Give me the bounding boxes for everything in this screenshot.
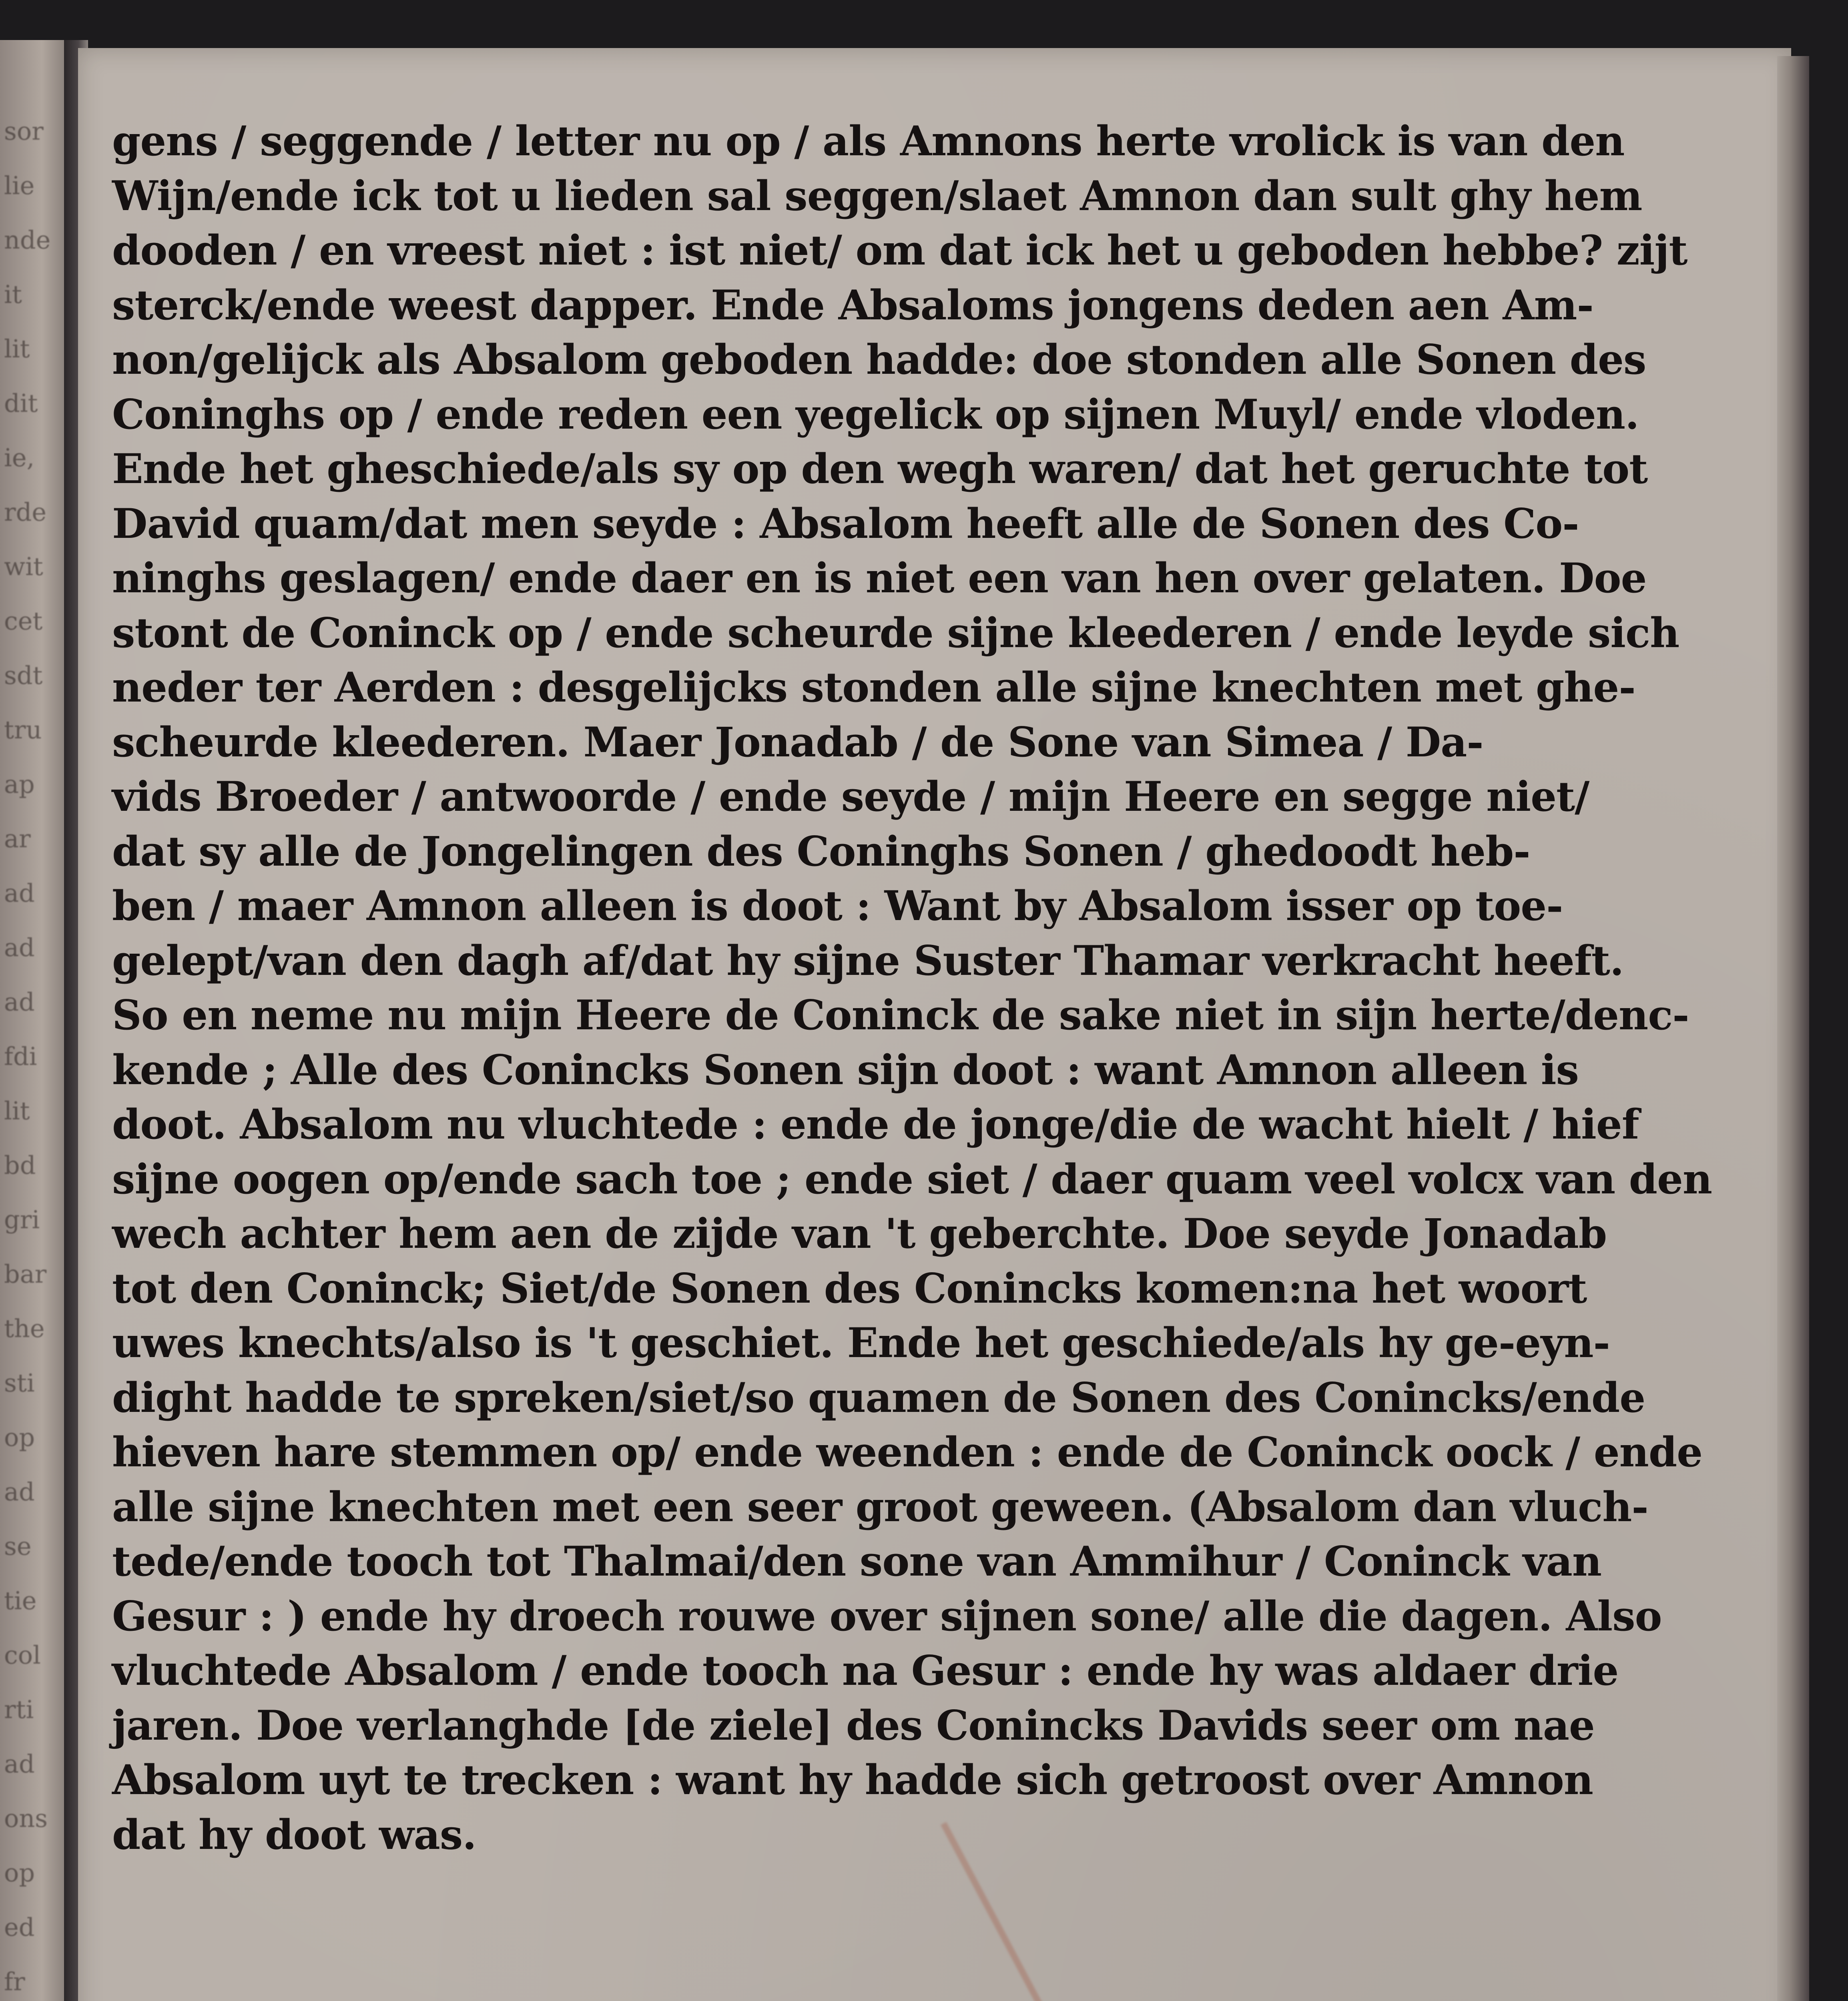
facing-page-fragment: ie, — [4, 443, 35, 472]
facing-page-fragment: rde — [4, 497, 47, 527]
facing-page-fragments — [4, 104, 64, 2001]
text-line: Absalom uyt te trecken : want hy hadde sich getroost over Amnon — [112, 1756, 1593, 1804]
facing-page-fragment: cet — [4, 606, 43, 636]
text-line: Ende het gheschiede/als sy op den wegh waren/ dat het geruchte tot — [112, 445, 1648, 493]
facing-page-fragment: sor — [4, 116, 44, 146]
text-line: sijne oogen op/ende sach toe ; ende siet / daer quam veel volcx van den — [112, 1155, 1712, 1203]
text-line: kende ; Alle des Conincks Sonen sijn doot : want Amnon alleen is — [112, 1046, 1579, 1094]
facing-page-fragment: ad — [4, 987, 35, 1017]
facing-page-fragment: col — [4, 1640, 41, 1670]
text-line: tede/ende tooch tot Thalmai/den sone van Ammihur / Coninck van — [112, 1538, 1602, 1586]
facing-page-fragment: fr — [4, 1967, 25, 1996]
text-line: alle sijne knechten met een seer groot geween. (Absalom dan vluch- — [112, 1483, 1648, 1531]
page-right-edge — [1777, 56, 1809, 2001]
text-line: ben / maer Amnon alleen is doot : Want by Absalom isser op toe- — [112, 882, 1563, 930]
text-line: hieven hare stemmen op/ ende weenden : ende de Coninck oock / ende — [112, 1428, 1703, 1476]
text-line: dight hadde te spreken/siet/so quamen de Sonen des Conincks/ende — [112, 1373, 1645, 1422]
facing-page-fragment: gri — [4, 1205, 40, 1234]
page-body-text — [112, 114, 1712, 1862]
facing-page-fragment: wit — [4, 552, 43, 581]
facing-page-fragment: sti — [4, 1368, 35, 1397]
text-line: jaren. Doe verlanghde [de ziele] des Conincks Davids seer om nae — [112, 1701, 1595, 1750]
facing-page-fragment: bar — [4, 1259, 47, 1289]
text-line: neder ter Aerden : desgelijcks stonden alle sijne knechten met ghe- — [112, 664, 1635, 712]
text-line: David quam/dat men seyde : Absalom heeft alle de Sonen des Co- — [112, 499, 1579, 548]
facing-page-fragment: bd — [4, 1151, 36, 1180]
text-line: dat sy alle de Jongelingen des Coninghs Sonen / ghedoodt heb- — [112, 827, 1530, 876]
text-line: vids Broeder / antwoorde / ende seyde / mijn Heere en segge niet/ — [112, 773, 1589, 821]
text-line: So en neme nu mijn Heere de Coninck de sake niet in sijn herte/denc- — [112, 991, 1689, 1039]
facing-page-fragment: tru — [4, 715, 42, 744]
text-line: tot den Coninck; Siet/de Sonen des Conincks komen:na het woort — [112, 1264, 1587, 1313]
facing-page-fragment: lit — [4, 334, 30, 363]
text-line: gens / seggende / letter nu op / als Amnons herte vrolick is van den — [112, 117, 1625, 165]
text-line: ninghs geslagen/ ende daer en is niet een van hen over gelaten. Doe — [112, 554, 1647, 602]
text-line: sterck/ende weest dapper. Ende Absaloms jongens deden aen Am- — [112, 281, 1593, 329]
text-line: gelept/van den dagh af/dat hy sijne Suster Thamar verkracht heeft. — [112, 936, 1624, 985]
text-line: doot. Absalom nu vluchtede : ende de jonge/die de wacht hielt / hief — [112, 1101, 1639, 1149]
facing-page-fragment: op — [4, 1423, 35, 1452]
text-line: Gesur : ) ende hy droech rouwe over sijnen sone/ alle die dagen. Also — [112, 1592, 1662, 1640]
facing-page-fragment: lit — [4, 1096, 30, 1125]
facing-page-fragment: ed — [4, 1913, 35, 1942]
text-line: dooden / en vreest niet : ist niet/ om dat ick het u geboden hebbe? zijt — [112, 227, 1687, 275]
facing-page-fragment: dit — [4, 389, 38, 418]
facing-page-fragment: it — [4, 280, 22, 309]
facing-page-fragment: nde — [4, 225, 51, 255]
text-line: Wijn/ende ick tot u lieden sal seggen/slaet Amnon dan sult ghy hem — [112, 172, 1642, 220]
facing-page-fragment: ad — [4, 878, 35, 908]
text-line: scheurde kleederen. Maer Jonadab / de Sone van Simea / Da- — [112, 718, 1483, 766]
facing-page-fragment: ad — [4, 1477, 35, 1506]
facing-page-fragment: op — [4, 1858, 35, 1887]
facing-page-fragment: rti — [4, 1695, 34, 1724]
facing-page-fragment: sdt — [4, 661, 43, 690]
facing-page-fragment: ar — [4, 824, 31, 853]
facing-page-fragment: ad — [4, 933, 35, 962]
facing-page-fragment: fdi — [4, 1042, 37, 1071]
text-line: vluchtede Absalom / ende tooch na Gesur : ende hy was aldaer drie — [112, 1647, 1619, 1695]
facing-page-fragment: ons — [4, 1804, 48, 1833]
text-line: non/gelijck als Absalom geboden hadde: doe stonden alle Sonen des — [112, 336, 1646, 384]
facing-page-fragment: ap — [4, 770, 35, 799]
text-line: uwes knechts/also is 't geschiet. Ende het geschiede/als hy ge-eyn- — [112, 1319, 1610, 1367]
facing-page-fragment: the — [4, 1314, 45, 1343]
text-line: Coninghs op / ende reden een yegelick op sijnen Muyl/ ende vloden. — [112, 390, 1639, 439]
text-line: wech achter hem aen de zijde van 't geberchte. Doe seyde Jonadab — [112, 1210, 1607, 1258]
facing-page-fragment: tie — [4, 1586, 37, 1615]
facing-page-fragment: ad — [4, 1749, 35, 1778]
text-line: dat hy doot was. — [112, 1811, 476, 1859]
facing-page-fragment: lie — [4, 171, 35, 200]
facing-page-fragment: se — [4, 1532, 32, 1561]
text-line: stont de Coninck op / ende scheurde sijne kleederen / ende leyde sich — [112, 609, 1679, 657]
